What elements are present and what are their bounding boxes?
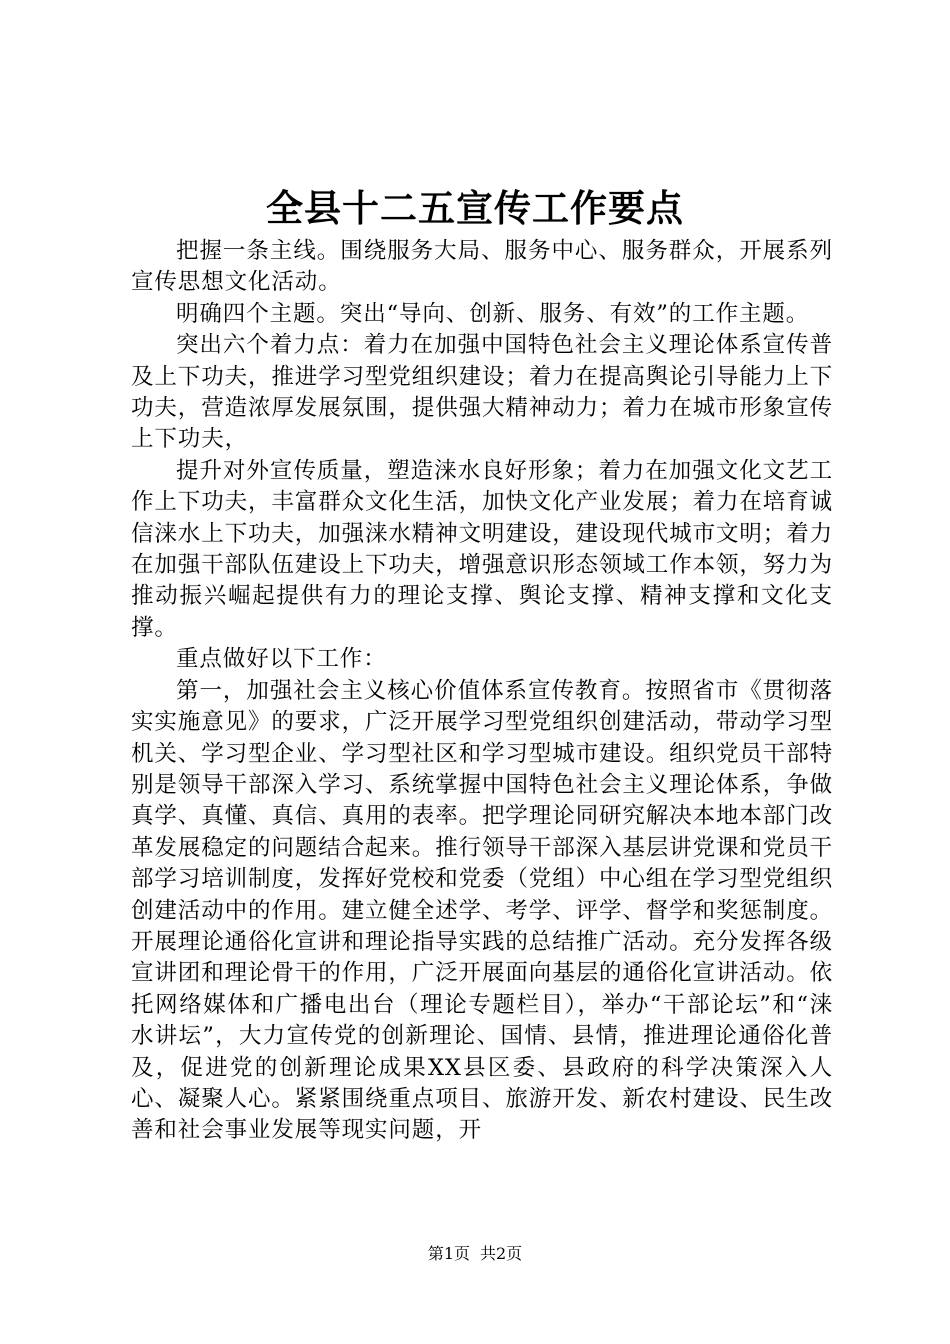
paragraph-first-item: 第一，加强社会主义核心价值体系宣传教育。按照省市《贯彻落实实施意见》的要求，广泛开展学习型党组织创建活动，带动学习型机关、学习型企业、学习型社区和学习型城市建设。组织党员干部特别是领导干部深入学习、系统掌握中国特色社会主义理论体系，争做真学、真懂、真信、真用的表率。把学理论同研究解决本地本部门改革发展稳定的问题结合起来。推行领导干部深入基层讲党课和党员干部学习培训制度，发挥好党校和党委（党组）中心组在学习型党组织创建活动中的作用。建立健全述学、考学、评学、督学和奖惩制度。开展理论通俗化宣讲和理论指导实践的总结推广活动。充分发挥各级宣讲团和理论骨干的作用，广泛开展面向基层的通俗化宣讲活动。依托网络媒体和广播电出台（理论专题栏目），举办“干部论坛”和“涞水讲坛”，大力宣传党的创新理论、国情、县情，推进理论通俗化普及，促进党的创新理论成果XX县区委、县政府的科学决策深入人心、凝聚人心。紧紧围绕重点项目、旅游开发、新农村建设、民生改善和社会事业发展等现实问题，开 — [131, 677, 834, 1144]
page-total: 共2页 — [480, 1244, 523, 1263]
document-title: 全县十二五宣传工作要点 — [266, 186, 684, 230]
paragraph-key-work-heading: 重点做好以下工作： — [176, 646, 387, 673]
paragraph-four-themes: 明确四个主题。突出“导向、创新、服务、有效”的工作主题。 — [176, 300, 810, 327]
paragraph-six-focus-points: 突出六个着力点：着力在加强中国特色社会主义理论体系宣传普及上下功夫，推进学习型党组织建设；着力在提高舆论引导能力上下功夫，营造浓厚发展氛围，提供强大精神动力；着力在城市形象宣传上下功夫， — [131, 332, 834, 453]
paragraph-main-line: 把握一条主线。围绕服务大局、服务中心、服务群众，开展系列宣传思想文化活动。 — [131, 238, 833, 296]
document-body — [131, 236, 833, 1147]
page-number: 第1页 — [427, 1244, 470, 1263]
page-footer — [0, 1244, 950, 1264]
paragraph-external-publicity: 提升对外宣传质量，塑造涞水良好形象；着力在加强文化文艺工作上下功夫，丰富群众文化生活，加快文化产业发展；着力在培育诚信涞水上下功夫，加强涞水精神文明建设，建设现代城市文明；着力在加强干部队伍建设上下功夫，增强意识形态领域工作本领，努力为推动振兴崛起提供有力的理论支撑、舆论支撑、精神支撑和文化支撑。 — [131, 457, 834, 641]
